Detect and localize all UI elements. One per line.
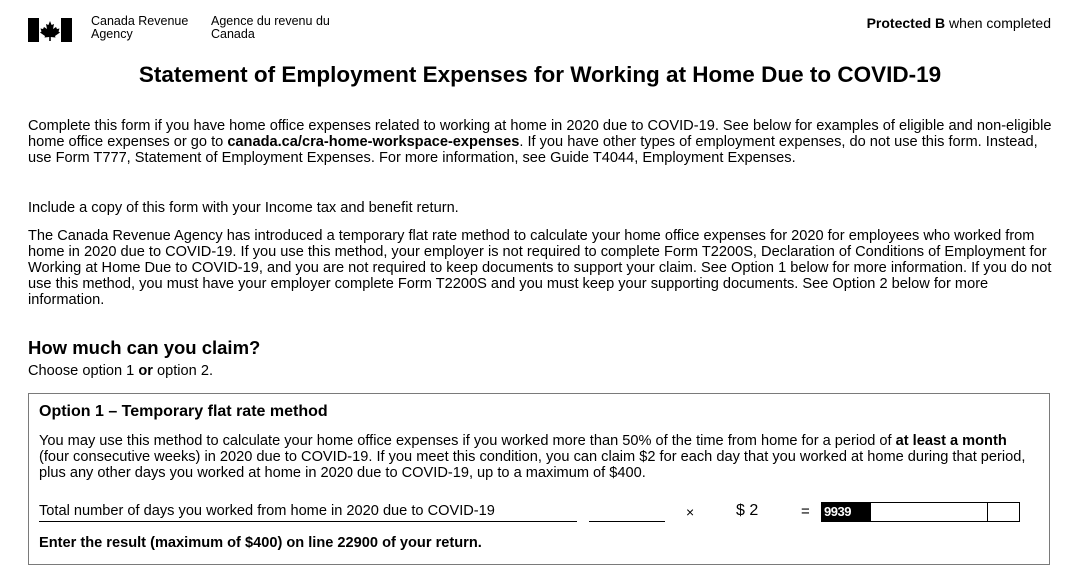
home-workspace-link[interactable]: canada.ca/cra-home-workspace-expenses — [227, 134, 520, 150]
agency-name-french: Agence du revenu du Canada — [211, 14, 330, 41]
protected-b-notice — [867, 15, 1051, 31]
choose-text-b: option 2. — [152, 363, 213, 379]
protected-when-completed: when completed — [945, 15, 1051, 31]
how-much-heading: How much can you claim? — [28, 337, 261, 358]
intro-paragraph-3: The Canada Revenue Agency has introduced a temporary flat rate method to calculate your home office expenses for 2020 for employees who worked from home in 2020 due to COVID-19. If you use this method, your employer is not required to complete Form T2200S, Declaration of Conditions of Employment for Working at Home Due to COVID-19, and you are not required to keep documents to support your claim. See Option 1 below for more information. If you do not use this method, you must have your employer complete Form T2200S and you must keep your supporting documents. See Option 2 below for more information. — [28, 228, 1052, 308]
result-dollars-field[interactable] — [871, 502, 988, 522]
canada-flag-icon — [28, 18, 72, 42]
option-1-desc-b: (four consecutive weeks) in 2020 due to COVID-19. If you meet this condition, you can claim $2 for each day that you worked at home during that period, plus any other days you worked at home in 2020 due to COVID-19, up to a maximum of $400. — [39, 449, 1026, 481]
intro-p1-text-a: Complete this form if you have home office expenses related to working at home in 2020 due to COVID-19. See below for examples of eligible and non-eligible home office expenses or go to — [28, 118, 1052, 150]
protected-b-label: Protected B — [866, 15, 946, 31]
intro-p1-text-b: . If you have other types of employment expenses, do not use this form. Instead, use Form T777, Statement of Employment Expenses. For more information, see Guide T4044, Employment Expenses. — [28, 134, 1038, 166]
equals-sign: = — [801, 503, 810, 520]
choose-option-text — [28, 363, 213, 379]
choose-or-bold: or — [138, 363, 153, 379]
days-worked-label: Total number of days you worked from home in 2020 due to COVID-19 — [39, 503, 577, 522]
option-1-desc-bold: at least a month — [895, 433, 1007, 449]
option-1-desc-a: You may use this method to calculate your home office expenses if you worked more than 50% of the time from home for a period of — [39, 433, 896, 449]
days-worked-input[interactable] — [589, 503, 665, 522]
option-1-box — [28, 393, 1050, 565]
option-1-description — [39, 433, 1039, 481]
intro-paragraph-1 — [28, 118, 1058, 166]
daily-rate: $ 2 — [736, 502, 759, 519]
form-title: Statement of Employment Expenses for Working at Home Due to COVID-19 — [138, 62, 942, 87]
agency-name-english: Canada Revenue Agency — [91, 14, 189, 41]
line-9939-code: 9939 — [821, 502, 871, 522]
option-1-title: Option 1 – Temporary flat rate method — [39, 403, 328, 420]
multiply-sign: × — [686, 504, 695, 520]
intro-paragraph-2: Include a copy of this form with your Income tax and benefit return. — [28, 200, 459, 216]
choose-text-a: Choose option 1 — [28, 363, 139, 379]
result-cents-field[interactable] — [987, 502, 1020, 522]
enter-result-instruction: Enter the result (maximum of $400) on line 22900 of your return. — [39, 535, 482, 551]
